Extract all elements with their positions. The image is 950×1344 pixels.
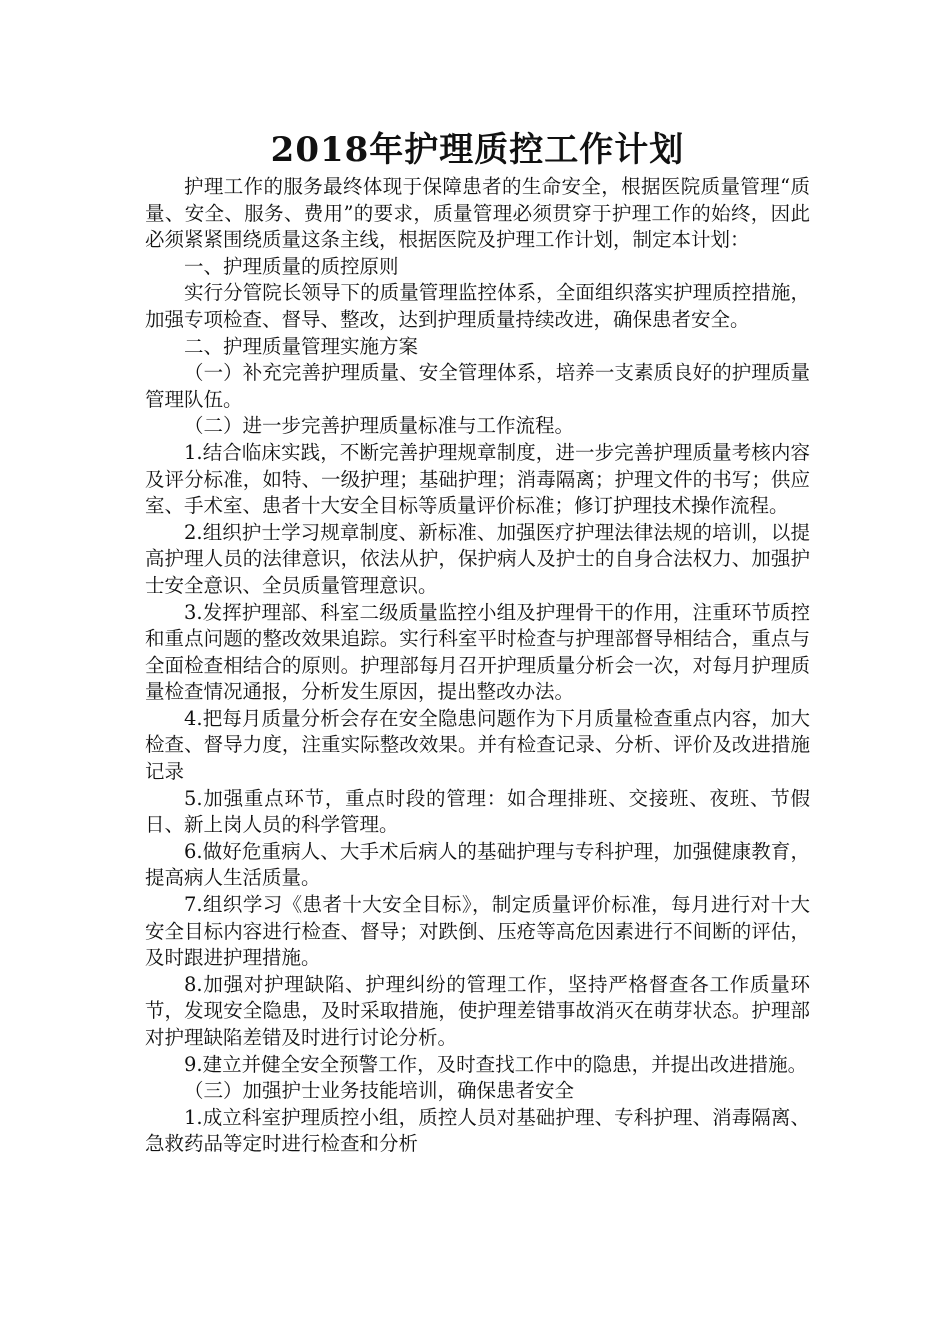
list-item-7: 7.组织学习《患者十大安全目标》，制定质量评价标准，每月进行对十大安全目标内容进行检查、督导；对跌倒、压疮等高危因素进行不间断的评估，及时跟进护理措施。 [145, 893, 810, 970]
heading-section-1: 一、护理质量的质控原则 [184, 254, 399, 278]
paragraph-intro: 护理工作的服务最终体现于保障患者的生命安全，根据医院质量管理“质量、安全、服务、费用”的要求，质量管理必须贯穿于护理工作的始终，因此必须紧紧围绕质量这条主线，根据医院及护理工作计划，制定本计划： [145, 175, 810, 252]
subheading-2-1: （一）补充完善护理质量、安全管理体系，培养一支素质良好的护理质量管理队伍。 [145, 361, 810, 411]
list-item-8: 8.加强对护理缺陷、护理纠纷的管理工作，坚持严格督查各工作质量环节，发现安全隐患，及时采取措施，使护理差错事故消灭在萌芽状态。护理部对护理缺陷差错及时进行讨论分析。 [145, 972, 810, 1049]
list-item-3-1: 1.成立科室护理质控小组，质控人员对基础护理、专科护理、消毒隔离、急救药品等定时进行检查和分析 [145, 1105, 810, 1156]
subheading-2-2: （二）进一步完善护理质量标准与工作流程。 [184, 414, 575, 438]
document-body [145, 174, 810, 1158]
paragraph-section-1: 实行分管院长领导下的质量管理监控体系，全面组织落实护理质控措施，加强专项检查、督导、整改，达到护理质量持续改进，确保患者安全。 [145, 281, 810, 331]
list-item-3: 3.发挥护理部、科室二级质量监控小组及护理骨干的作用，注重环节质控和重点问题的整改效果追踪。实行科室平时检查与护理部督导相结合，重点与全面检查相结合的原则。护理部每月召开护理质量分析会一次，对每月护理质量检查情况通报，分析发生原因，提出整改办法。 [145, 600, 810, 704]
heading-section-2: 二、护理质量管理实施方案 [184, 334, 419, 358]
document-title: 2018年护理质控工作计划 [270, 130, 685, 170]
document-page [145, 128, 810, 1158]
list-item-6: 6.做好危重病人、大手术后病人的基础护理与专科护理，加强健康教育，提高病人生活质量。 [145, 839, 810, 890]
list-item-9: 9.建立并健全安全预警工作，及时查找工作中的隐患，并提出改进措施。 [184, 1052, 808, 1076]
list-item-2: 2.组织护士学习规章制度、新标准、加强医疗护理法律法规的培训，以提高护理人员的法律意识，依法从护，保护病人及护士的自身合法权力、加强护士安全意识、全员质量管理意识。 [145, 520, 810, 597]
list-item-4: 4.把每月质量分析会存在安全隐患问题作为下月质量检查重点内容，加大检查、督导力度，注重实际整改效果。并有检查记录、分析、评价及改进措施记录 [145, 706, 810, 784]
list-item-5: 5.加强重点环节，重点时段的管理：如合理排班、交接班、夜班、节假日、新上岗人员的科学管理。 [145, 786, 810, 837]
list-item-1: 1.结合临床实践，不断完善护理规章制度，进一步完善护理质量考核内容及评分标准，如特、一级护理；基础护理；消毒隔离；护理文件的书写；供应室、手术室、患者十大安全目标等质量评价标准；修订护理技术操作流程。 [145, 440, 810, 518]
subheading-2-3: （三）加强护士业务技能培训，确保患者安全 [184, 1079, 575, 1103]
